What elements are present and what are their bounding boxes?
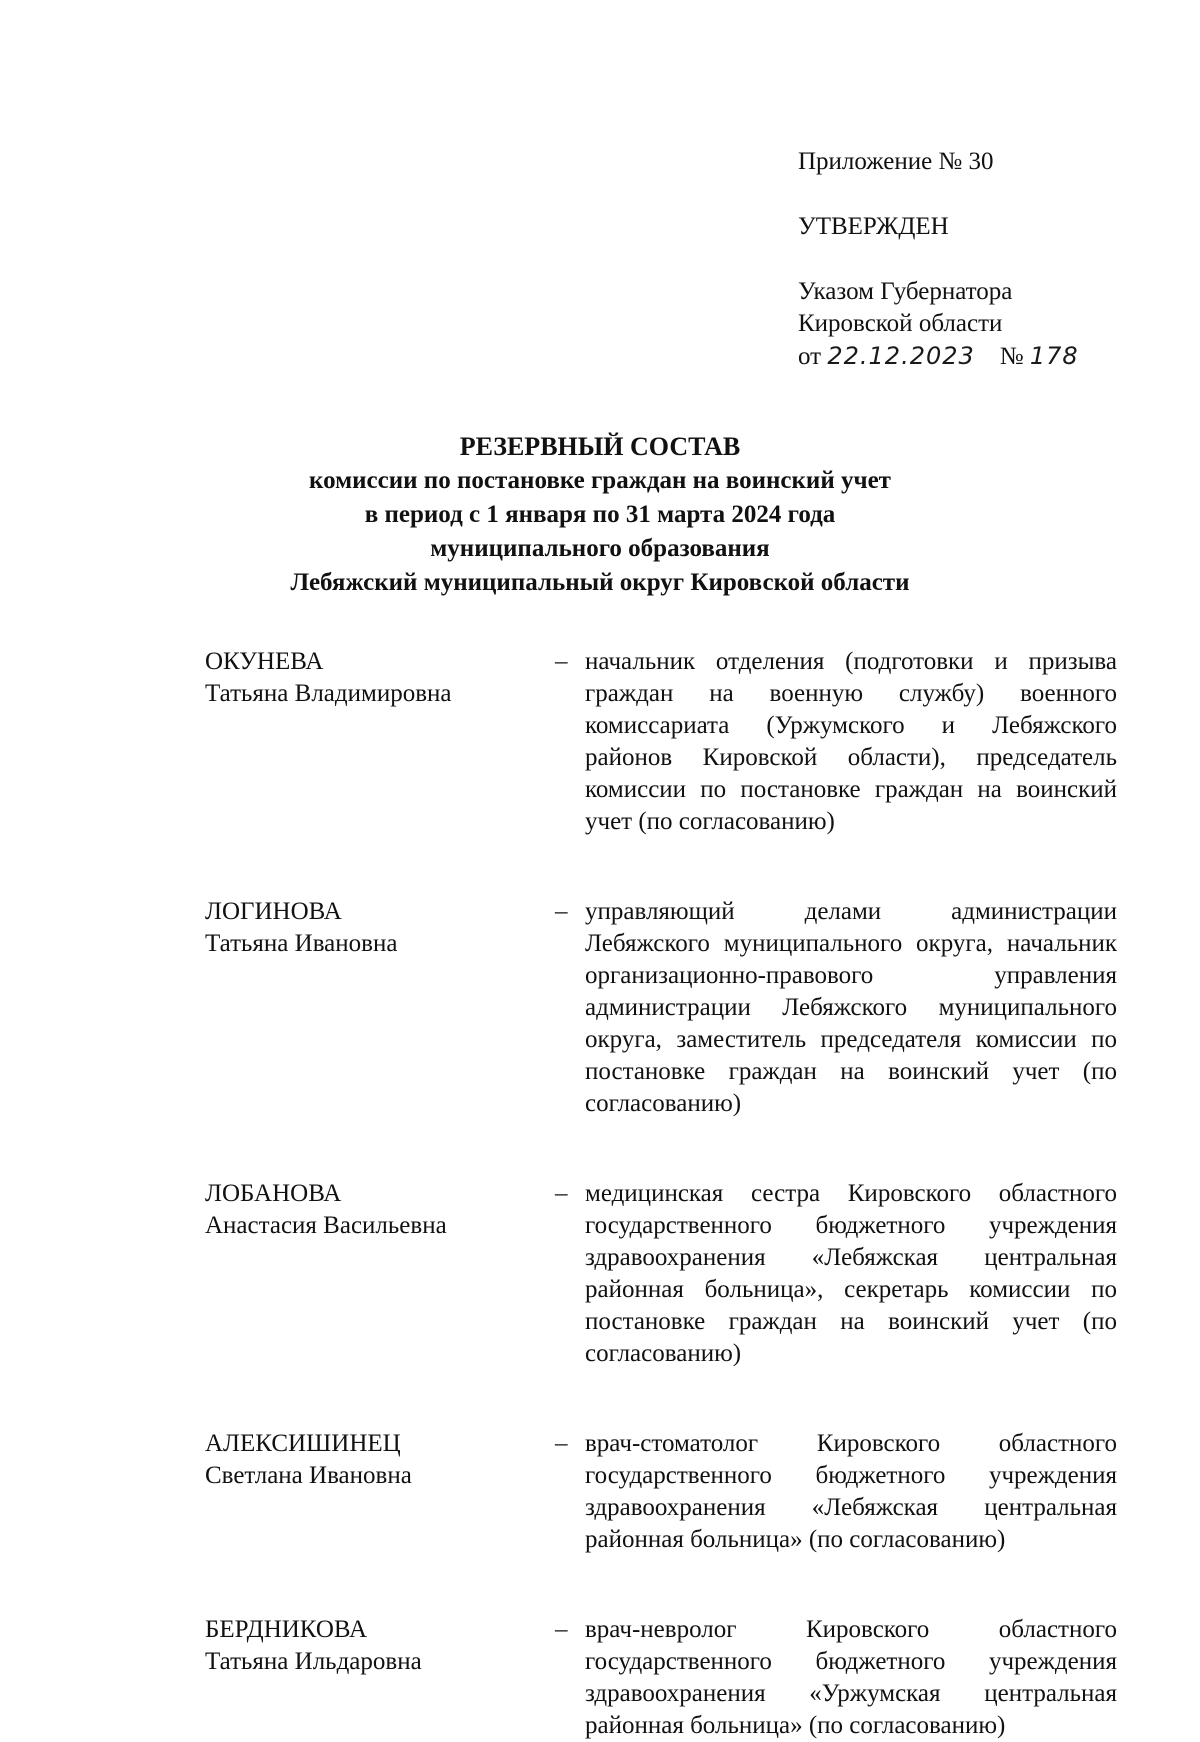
member-name (205, 1178, 555, 1370)
member-name (205, 896, 555, 1120)
member-surname: АЛЕКСИШИНЕЦ (205, 1430, 401, 1457)
title-line-5: Лебяжский муниципальный округ Кировской области (290, 569, 910, 596)
dash-separator: – (555, 898, 568, 925)
list-item (205, 896, 1117, 1120)
handwritten-date: 22.12.2023 (827, 342, 975, 370)
number-prefix: № (999, 343, 1024, 370)
member-given-name: Светлана Ивановна (205, 1462, 412, 1489)
dash-separator: – (555, 1616, 568, 1643)
member-surname: ЛОБАНОВА (205, 1180, 342, 1207)
list-item (205, 646, 1117, 838)
member-given-name: Татьяна Владимировна (205, 680, 452, 707)
member-surname: ЛОГИНОВА (205, 898, 342, 925)
appendix-number: Приложение № 30 (798, 148, 994, 175)
member-surname: ОКУНЕВА (205, 648, 324, 675)
dash-separator: – (555, 1180, 568, 1207)
title-line-2: комиссии по постановке граждан на воинский учет (309, 467, 891, 494)
member-role: врач-стоматолог Кировского областного государственного бюджетного учреждения здравоохранения «Лебяжская центральная районная больница» (по согласованию) (585, 1430, 1117, 1553)
member-role: начальник отделения (подготовки и призыва граждан на военную службу) военного комиссариата (Уржумского и Лебяжского районов Кировской области), председатель комиссии по постановке граждан на воинский учет (по согласованию) (585, 648, 1117, 835)
list-item (205, 1428, 1117, 1556)
date-prefix: от (798, 343, 822, 370)
decree-line-1: Указом Губернатора (798, 278, 1013, 305)
member-given-name: Татьяна Ильдаровна (205, 1648, 422, 1675)
list-item (205, 1614, 1117, 1742)
title-line-4: муниципального образования (430, 535, 770, 562)
member-name (205, 1428, 555, 1556)
approval-stamp-block (798, 146, 1158, 373)
member-role: врач-невролог Кировского областного государственного бюджетного учреждения здравоохранения «Уржумская центральная районная больница» (по согласованию) (585, 1616, 1117, 1739)
decree-date-line (798, 340, 1158, 373)
approved-label: УТВЕРЖДЕН (798, 213, 949, 240)
dash-separator: – (555, 648, 568, 675)
decree-line-2: Кировской области (798, 310, 1003, 337)
member-list (205, 646, 1117, 1742)
title-line-3: в период с 1 января по 31 марта 2024 года (364, 501, 836, 528)
member-given-name: Анастасия Васильевна (205, 1212, 447, 1239)
member-role: управляющий делами администрации Лебяжского муниципального округа, начальник организационно-правового управления администрации Лебяжского муниципального округа, заместитель председателя комиссии по постановке граждан на воинский учет (по согласованию) (585, 898, 1117, 1117)
member-role: медицинская сестра Кировского областного государственного бюджетного учреждения здравоохранения «Лебяжская центральная районная больница», секретарь комиссии по постановке граждан на воинский учет (по согласованию) (585, 1180, 1117, 1367)
title-main: РЕЗЕРВНЫЙ СОСТАВ (459, 432, 741, 461)
list-item (205, 1178, 1117, 1370)
member-name (205, 646, 555, 838)
handwritten-number: 178 (1029, 342, 1079, 370)
dash-separator: – (555, 1430, 568, 1457)
member-name (205, 1614, 555, 1742)
member-surname: БЕРДНИКОВА (205, 1616, 368, 1643)
member-given-name: Татьяна Ивановна (205, 930, 398, 957)
document-title (0, 430, 1200, 600)
